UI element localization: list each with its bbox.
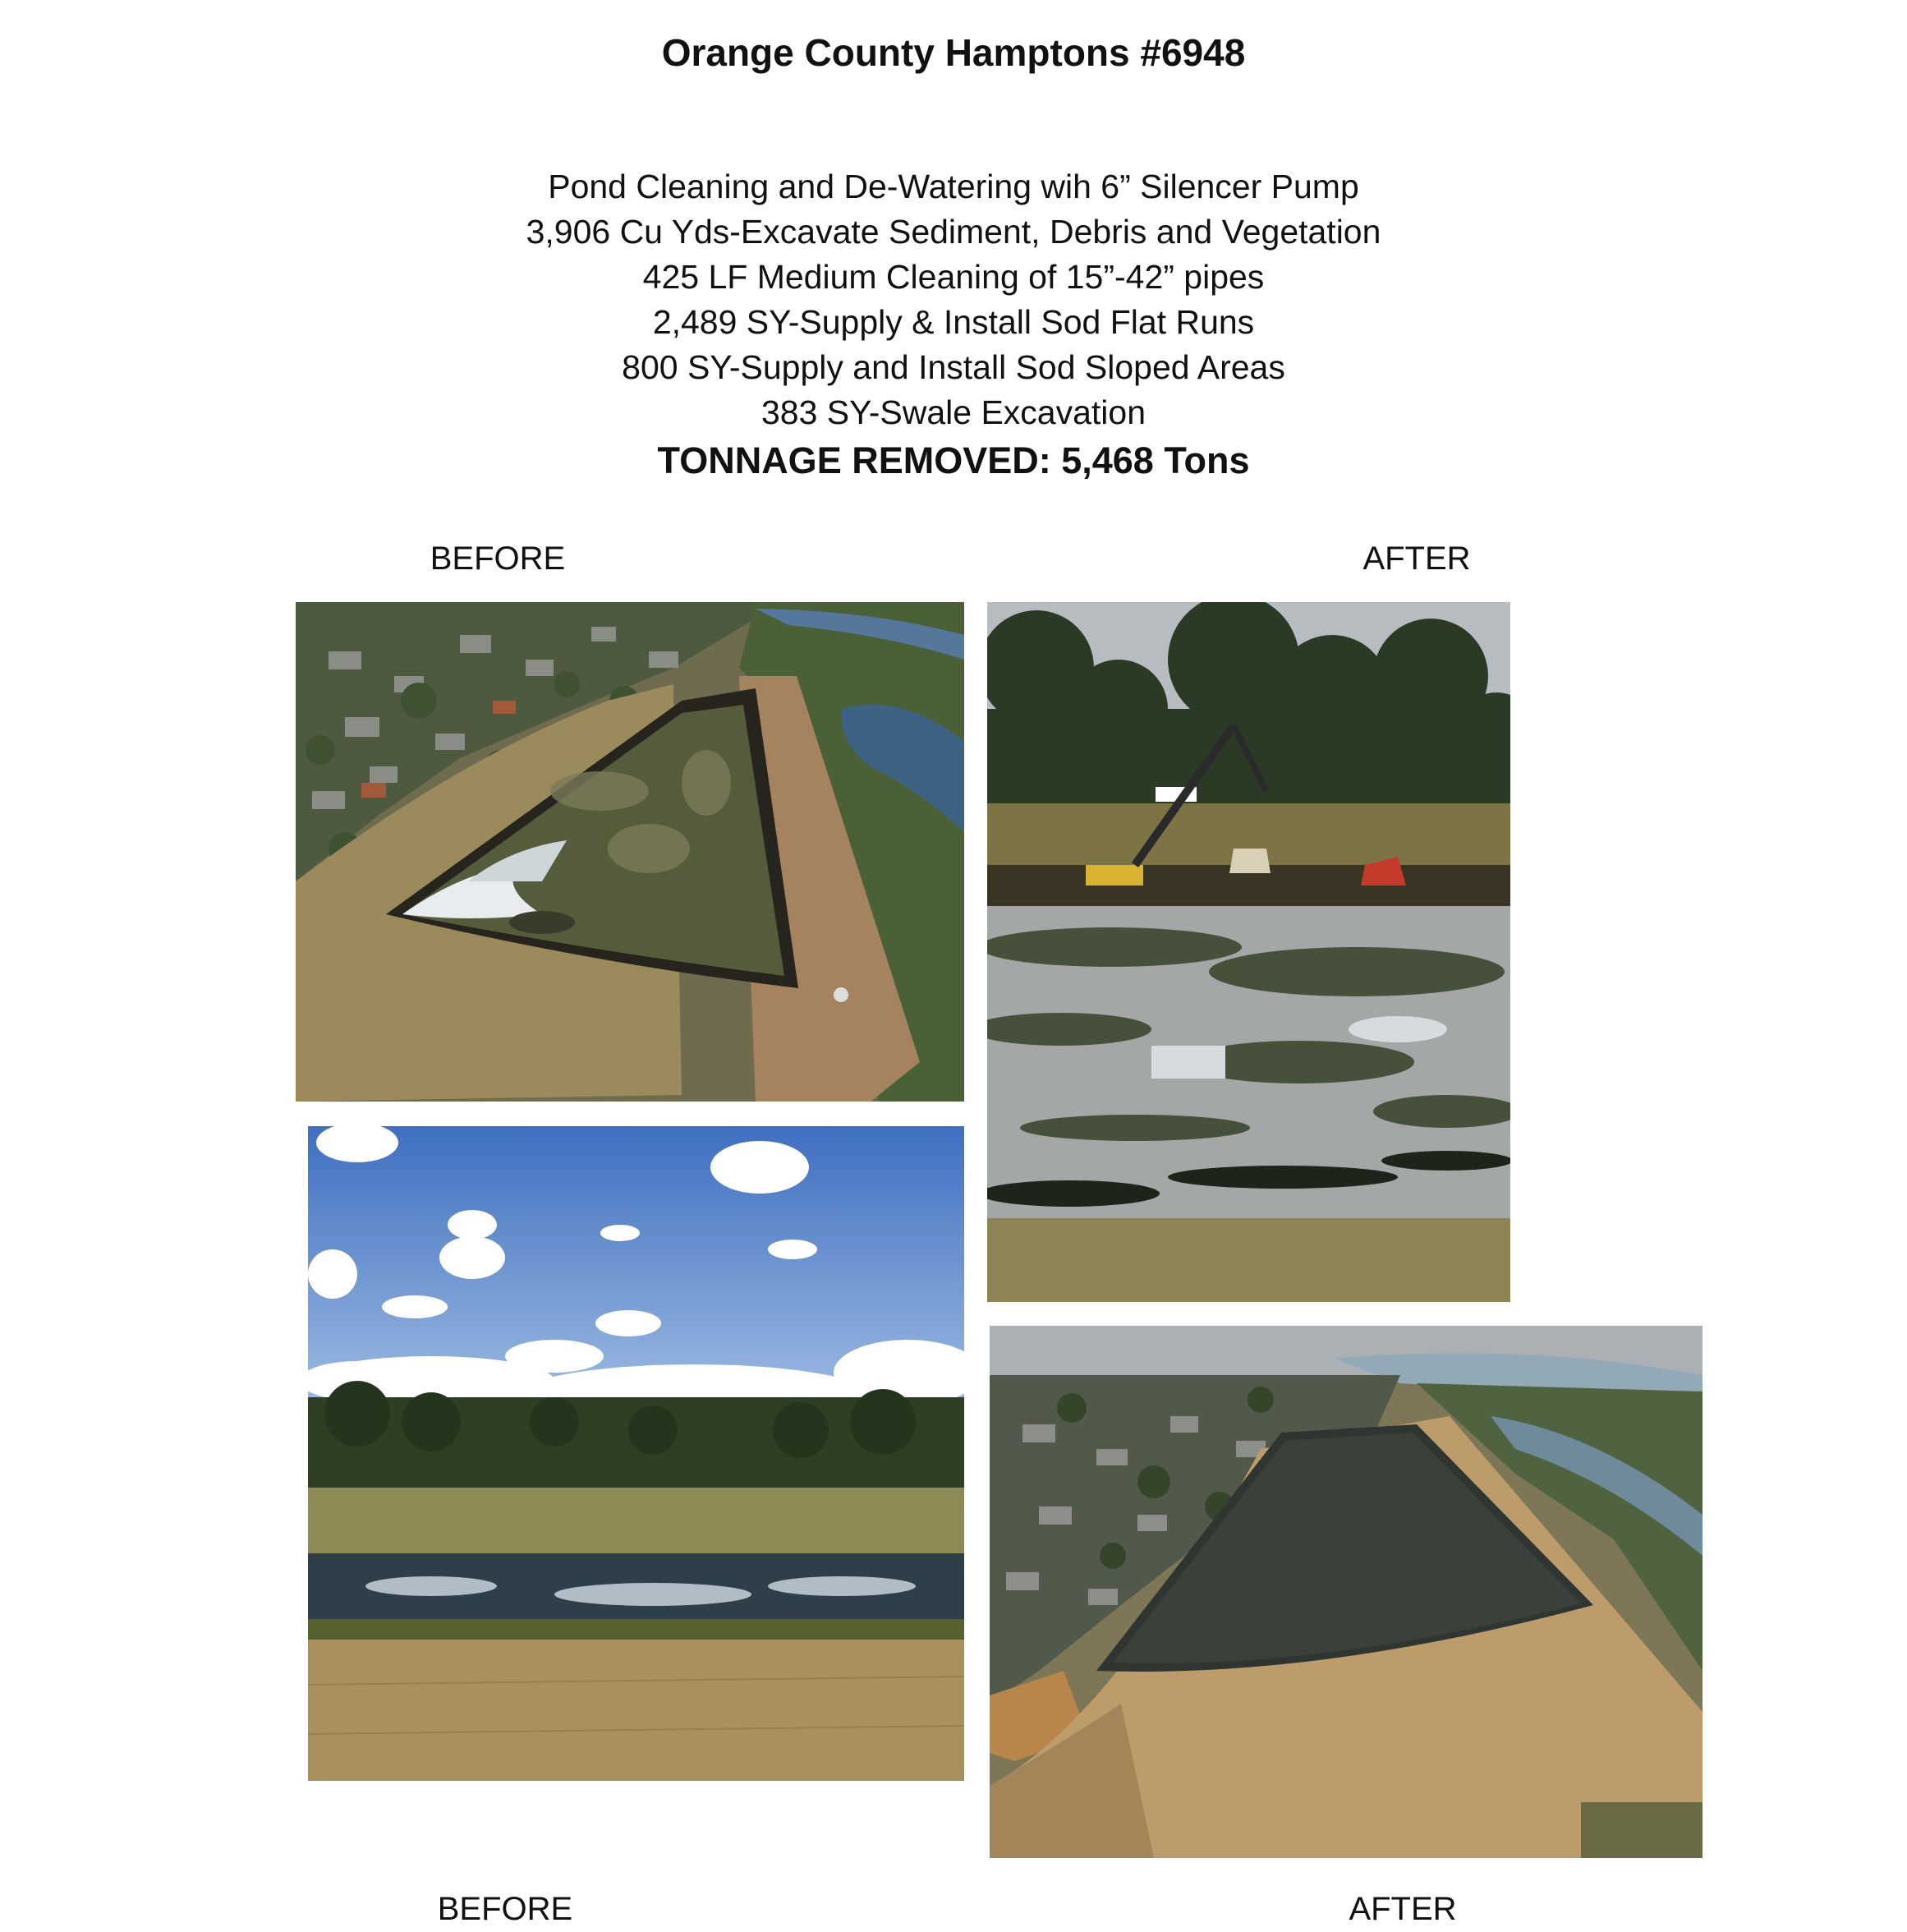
scope-line: 2,489 SY-Supply & Install Sod Flat Runs <box>652 303 1255 341</box>
caption-after-bottom: AFTER <box>1349 1891 1457 1927</box>
caption-before-bottom: BEFORE <box>437 1891 573 1927</box>
scope-line: 425 LF Medium Cleaning of 15”-42” pipes <box>642 258 1265 296</box>
caption-after-top: AFTER <box>1362 540 1471 577</box>
scope-of-work <box>0 164 1907 486</box>
photo-after-excavation <box>987 602 1510 1302</box>
tonnage-removed: TONNAGE REMOVED: 5,468 Tons <box>657 439 1250 481</box>
photo-before-ground <box>308 1126 964 1781</box>
photo-after-aerial <box>990 1326 1703 1858</box>
photo-before-aerial <box>296 602 964 1102</box>
scope-line: 3,906 Cu Yds-Excavate Sediment, Debris and Vegetation <box>526 213 1381 251</box>
scope-line: 800 SY-Supply and Install Sod Sloped Areas <box>622 348 1285 386</box>
scope-line: 383 SY-Swale Excavation <box>761 393 1146 431</box>
caption-before-top: BEFORE <box>430 540 566 577</box>
scope-line: Pond Cleaning and De-Watering wih 6” Silencer Pump <box>548 168 1359 205</box>
page-title: Orange County Hamptons #6948 <box>661 31 1246 74</box>
